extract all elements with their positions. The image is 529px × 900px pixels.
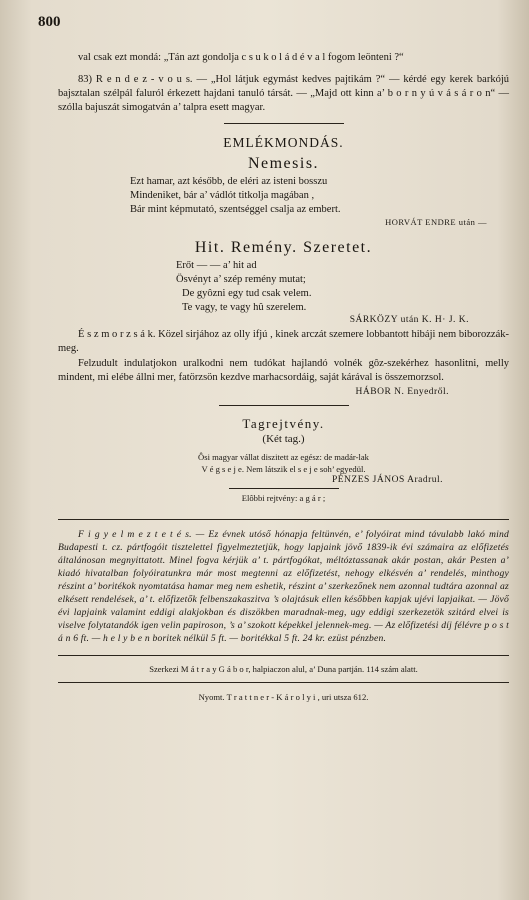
poem-line: De gyôzni egy tud csak velem. bbox=[182, 288, 312, 299]
printer-line: Nyomt. T r a t t n e r - K á r o l y i , uri utsza 612. bbox=[198, 692, 369, 702]
poem-line: Bár mint képmutató, szentséggel csalja az embert. bbox=[130, 204, 341, 215]
intro-paragraph-2: 83) R e n d e z - v o u s. — „Hol látjuk egymást kedves pajtikám ?“ — kérdé egy kerek barkójú bajsztalan szélpál faluról érkezett hajdani tanuló társát. — „Majd ott kinn a’ b o r n y ú v á s á r o n“ — szólla bajuszát simogatván a’ talpra esett magyar. bbox=[58, 74, 509, 113]
poem-hit-remeny-szeretet bbox=[176, 259, 509, 315]
poem-attribution: SÁRKÖZY után K. H· J. K. bbox=[349, 315, 469, 325]
previous-riddle-solution: Elôbbi rejtvény: a g á r ; bbox=[241, 493, 326, 503]
footer-rule bbox=[58, 682, 509, 683]
riddle-attribution: PÉNZES JÁNOS Aradrul. bbox=[331, 475, 443, 485]
poem-line: Mindeniket, bár a’ vádlót titkolja magában , bbox=[130, 190, 315, 201]
poem-nemesis bbox=[130, 175, 509, 217]
footer-rule bbox=[58, 655, 509, 656]
poem-attribution: HORVÁT ENDRE után — bbox=[385, 217, 487, 227]
notice-paragraph: F i g y e l m e z t e t é s. — Ez évnek utóső hónapja feltünvén, e’ folyóirat mind távulabb lakó mind Budapesti t. cz. pártfogóit tisztelettel figyelmeztetjük, hogy lapjaink jövő 1839-ik évi számaira az előfizetés általánosan megnyittatott. Minel fogva kérjük a’ t. pártfogókat, méltóztassanak akár postan, akár Pesten a’ kiadó hivatalban folyóiratunkra már most megtenni az előfizetést, nehogy elkésvén a’ rendelés, minthogy részint a’ boritékok nyomtatása hamar meg nem eshetik, részint a’ szerkezőnek nem azonnal tudtára azonnal az elkésett rendelések, a’ t. előfizetők felbenszakaszitva ’s olajtásuk ellen későbben kapjak ujévi lapjaikat. — Jövő évi lapjaink valamint eddigi alakjokban és diszökben maradnak-meg, ugy eddigi szerkezetök szitárd elvei is viselve folytatandók igen velin papiroson, ’s a’ szokott képekkel jelennek-meg. — Az előfizetési díj félévre p o s t á n 6 ft. — h e l y b e n boritek nélkül 5 ft. — boritékkal 5 ft. 24 kr. ezüst pénzben. bbox=[58, 529, 509, 644]
divider bbox=[224, 123, 344, 124]
intro-paragraph-1: val csak ezt mondá: „Tán azt gondolja c s u k o l á d é v a l fogom leönteni ?“ bbox=[78, 52, 404, 63]
poem-line: Ösvényt a’ szép remény mutat; bbox=[176, 274, 306, 285]
riddle-line: Ôsi magyar vállat diszitett az egész: de madár-lak bbox=[198, 452, 369, 462]
riddle-line: V é g s e j e. Nem látszik el s e j e soh’ egyedül. bbox=[201, 464, 366, 474]
section-subheading: (Két tag.) bbox=[262, 433, 305, 445]
divider bbox=[229, 488, 339, 489]
poem-line: Ezt hamar, azt később, de eléri az isteni bosszu bbox=[130, 176, 328, 187]
eszmorzsak-paragraph-2: Felzudult indulatjokon uralkodni nem tudókat hajlandó volnék gôz-szekérhez hasonlitni, melly mindent, mi elébe állni mer, fatörzsön kezdve marhacsordáig, saját kárával is összemorzsol. bbox=[58, 358, 509, 383]
poem-title-nemesis: Nemesis. bbox=[247, 155, 320, 172]
section-heading-tagrejtveny: Tagrejtvény. bbox=[242, 416, 325, 431]
eszmorzsak-paragraph: É s z m o r z s á k. Közel sirjához az olly ifjú , kinek arczát szemere lobbantott hibáji nem biborozzák-meg. bbox=[58, 329, 509, 354]
poem-line: Te vagy, te vagy hû szerelem. bbox=[182, 302, 307, 313]
divider bbox=[58, 519, 509, 520]
poem-title-hit-remeny-szeretet: Hit. Remény. Szeretet. bbox=[194, 239, 373, 256]
divider bbox=[219, 405, 349, 406]
page-number: 800 bbox=[38, 14, 61, 30]
poem-line: Erőt — — a’ hit ad bbox=[176, 260, 257, 271]
editor-line: Szerkezi M á t r a y G á b o r, halpiaczon alul, a’ Duna partján. 114 szám alatt. bbox=[149, 664, 418, 674]
eszmorzsak-attribution: HÁBOR N. Enyedről. bbox=[355, 387, 449, 397]
section-heading-emlekmondas: EMLÉKMONDÁS. bbox=[223, 135, 344, 150]
